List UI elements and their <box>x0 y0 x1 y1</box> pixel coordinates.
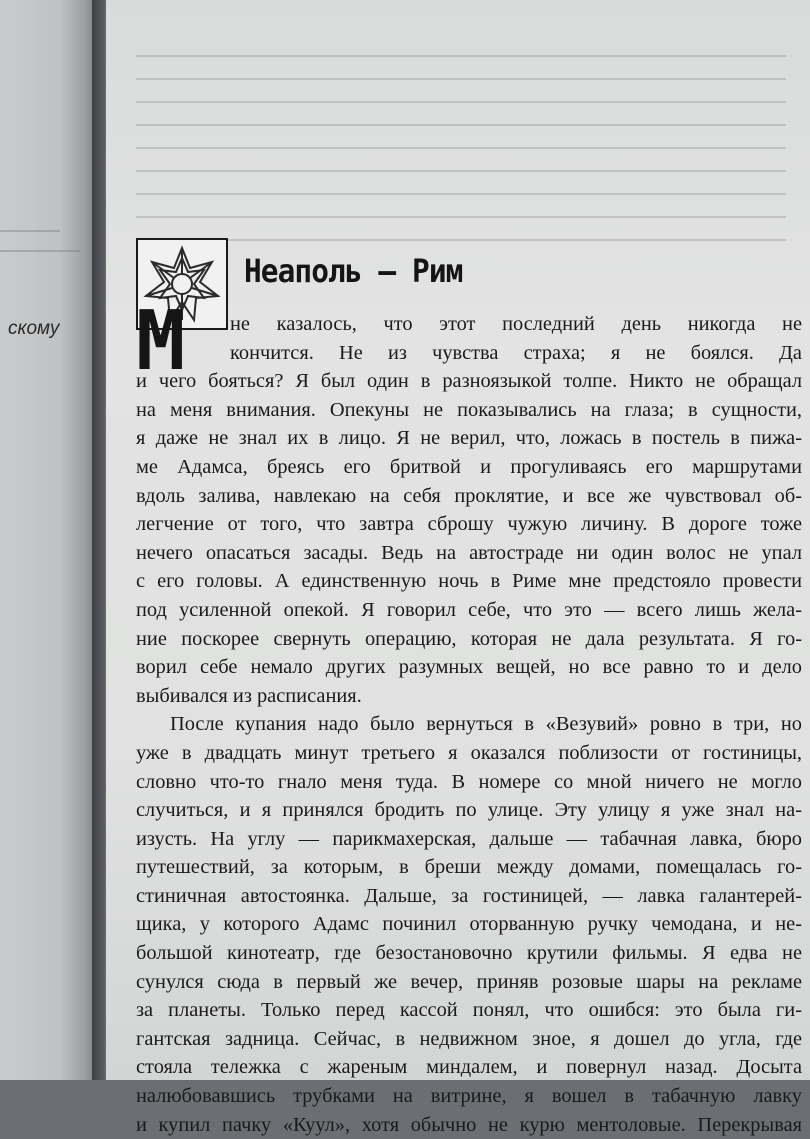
text-line: выбивался из расписания. <box>136 684 362 707</box>
text-line: вдоль залива, навлекаю на себя проклятие, и все же чувствовал об- <box>136 484 802 507</box>
text-line: с его головы. А единственную ночь в Риме мне предстояло провести <box>136 570 802 593</box>
chapter-text <box>136 294 802 1139</box>
text-line: ме Адамса, бреясь его бритвой и прогуливаясь его маршрутами <box>136 455 802 478</box>
text-line: После купания надо было вернуться в «Везувий» ровно в три, но <box>170 713 802 736</box>
text-line: щика, у которого Адамс починил оторванную ручку чемодана, и не- <box>136 913 802 936</box>
text-line: изусть. На углу — парикмахерская, дальше — табачная лавка, бюро <box>136 827 802 850</box>
text-line: на меня внимания. Опекуны не показывались на глаза; в сущности, <box>136 398 802 421</box>
text-line: и купил пачку «Куул», хотя обычно не курю ментоловые. Перекрывая <box>136 1113 802 1136</box>
book-page <box>106 0 810 1136</box>
text-line: ворил себе немало других разумных вещей, но все равно то и дело <box>136 656 802 679</box>
bleed-line <box>0 230 60 232</box>
text-line: легчение от того, что завтра сброшу чужую личину. В дороге тоже <box>136 513 802 536</box>
bleed-line <box>0 250 80 252</box>
left-page-fragment: скому <box>8 318 60 339</box>
text-line: случиться, и я принялся бродить по улице. Эту улицу я уже знал на- <box>136 799 802 822</box>
text-line: и чего бояться? Я был один в разноязыкой толпе. Никто не обращал <box>136 370 802 393</box>
text-line: ние поскорее свернуть операцию, которая не дала результата. Я го- <box>136 627 802 650</box>
text-line: большой кинотеатр, где безостановочно крутили фильмы. Я едва не <box>136 942 802 965</box>
text-line: гантская задница. Сейчас, в недвижном зное, я дошел до угла, где <box>136 1027 802 1050</box>
text-line: сунулся сюда в первый же вечер, приняв розовые шары на рекламе <box>136 970 802 993</box>
left-page-edge <box>0 0 100 1080</box>
show-through-text <box>136 55 786 265</box>
text-line: за планеты. Только перед кассой понял, что ошибся: это была ги- <box>136 999 802 1022</box>
text-line: кончится. Не из чувства страха; я не боялся. Да <box>230 341 802 364</box>
text-line: налюбовавшись трубками на витрине, я вошел в табачную лавку <box>136 1085 802 1108</box>
text-line: уже в двадцать минут третьего я оказался поблизости от гостиницы, <box>136 741 802 764</box>
text-line: путешествий, за которым, в бреши между домами, помещалась го- <box>136 856 802 879</box>
text-line: под усиленной опекой. Я говорил себе, что это — всего лишь жела- <box>136 598 802 621</box>
chapter-title: Неаполь — Рим <box>244 252 463 290</box>
text-line: стояла тележка с жареным миндалем, и повернул назад. Досыта <box>136 1056 802 1079</box>
text-line: я даже не знал их в лицо. Я не верил, что, ложась в постель в пижа- <box>136 427 802 450</box>
drop-cap: М <box>136 294 186 389</box>
text-line: нечего опасаться засады. Ведь на автостраде ни один волос не упал <box>136 541 802 564</box>
text-line: стиничная автостоянка. Дальше, за гостиницей, — лавка галантерей- <box>136 884 802 907</box>
text-line: словно что-то гнало меня туда. В номере со мной ничего не могло <box>136 770 802 793</box>
text-line: не казалось, что этот последний день никогда не <box>230 313 802 335</box>
